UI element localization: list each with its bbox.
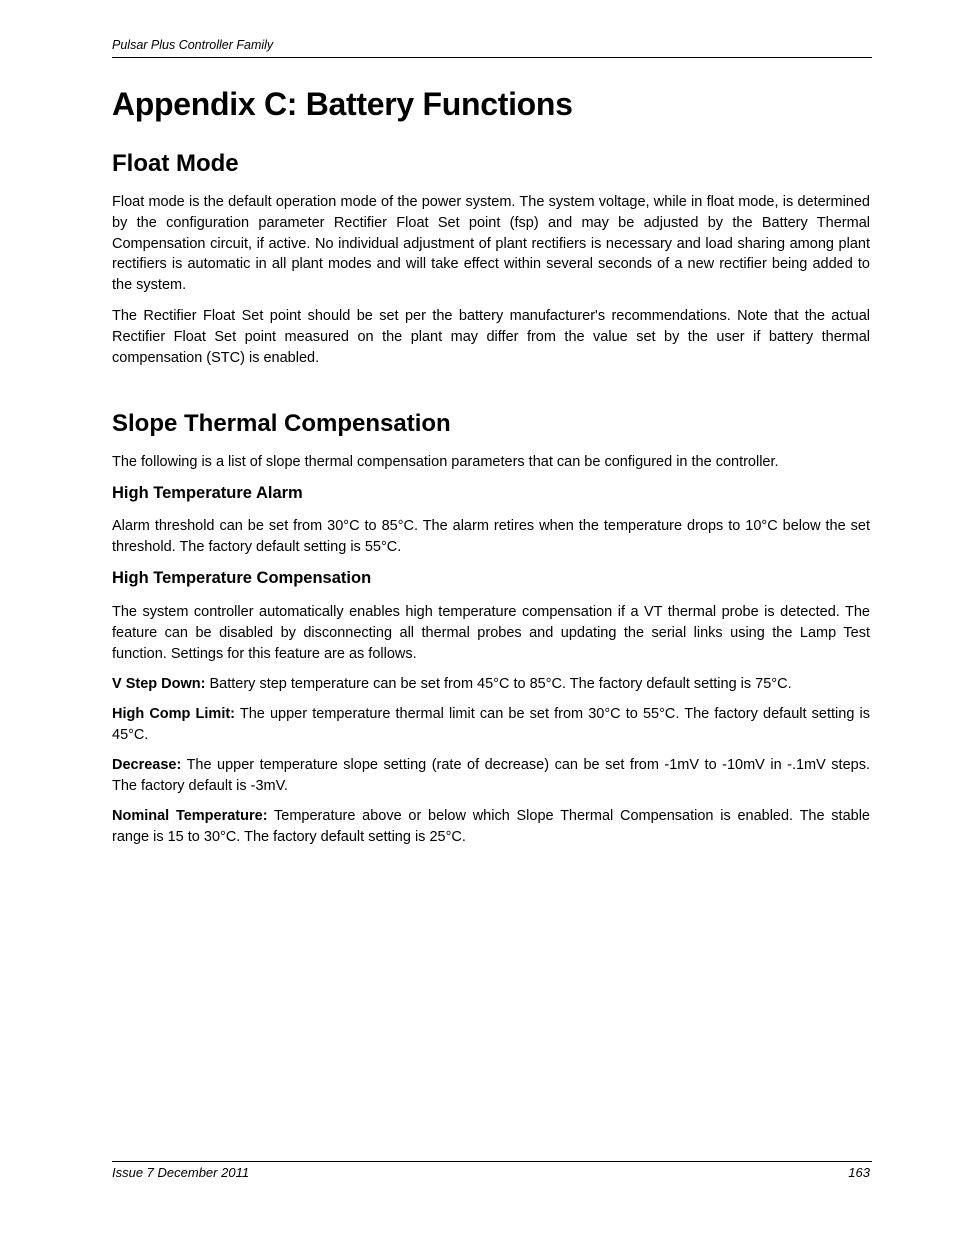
setting-text: The upper temperature thermal limit can be set from 30°C to 55°C. The factory default setting is 45°C. (112, 706, 870, 743)
high-temp-alarm-heading: High Temperature Alarm (112, 484, 303, 502)
setting-label: Decrease: (112, 757, 182, 773)
float-mode-heading: Float Mode (112, 150, 239, 177)
float-mode-paragraph-2: The Rectifier Float Set point should be set per the battery manufacturer's recommendations. Note that the actual Rectifier Float Set point measured on the plant may differ from the value set by the user if battery thermal compensation (STC) is enabled. (112, 308, 870, 366)
running-title: Pulsar Plus Controller Family (112, 38, 274, 52)
issue-date: Issue 7 December 2011 (112, 1165, 250, 1180)
page-number: 163 (848, 1165, 870, 1180)
page-title: Appendix C: Battery Functions (112, 86, 573, 122)
setting-label: V Step Down: (112, 676, 206, 692)
setting-text: The upper temperature slope setting (rate of decrease) can be set from -1mV to -10mV in -.1mV steps. The factory default is -3mV. (112, 757, 870, 794)
slope-intro-paragraph: The following is a list of slope thermal compensation parameters that can be configured in the controller. (112, 454, 779, 470)
running-header (112, 36, 872, 58)
setting-v-step-down (112, 674, 870, 695)
setting-label: Nominal Temperature: (112, 808, 268, 824)
setting-decrease (112, 755, 870, 797)
setting-nominal-temperature (112, 806, 870, 848)
page-footer (112, 1161, 872, 1180)
setting-text: Temperature above or below which Slope Thermal Compensation is enabled. The stable range is 15 to 30°C. The factory default setting is 25°C. (112, 808, 870, 845)
high-temp-compensation-paragraph: The system controller automatically enables high temperature compensation if a VT thermal probe is detected. The feature can be disabled by disconnecting all thermal probes and updating the serial links using the Lamp Test function. Settings for this feature are as follows. (112, 604, 870, 662)
high-temp-alarm-paragraph: Alarm threshold can be set from 30°C to 85°C. The alarm retires when the temperature drops to 10°C below the set threshold. The factory default setting is 55°C. (112, 518, 870, 555)
document-page (112, 0, 870, 1235)
setting-high-comp-limit (112, 704, 870, 746)
float-mode-paragraph-1: Float mode is the default operation mode of the power system. The system voltage, while in float mode, is determined by the configuration parameter Rectifier Float Set point (fsp) and may be adjusted by the Battery Thermal Compensation circuit, if active. No individual adjustment of plant rectifiers is necessary and load sharing among plant rectifiers is automatic in all plant modes and will take effect within several seconds of a new rectifier being added to the system. (112, 194, 870, 294)
setting-text: Battery step temperature can be set from 45°C to 85°C. The factory default setting is 75°C. (205, 676, 792, 692)
high-temp-compensation-heading: High Temperature Compensation (112, 569, 372, 587)
setting-label: High Comp Limit: (112, 706, 236, 722)
slope-thermal-heading: Slope Thermal Compensation (112, 410, 451, 437)
